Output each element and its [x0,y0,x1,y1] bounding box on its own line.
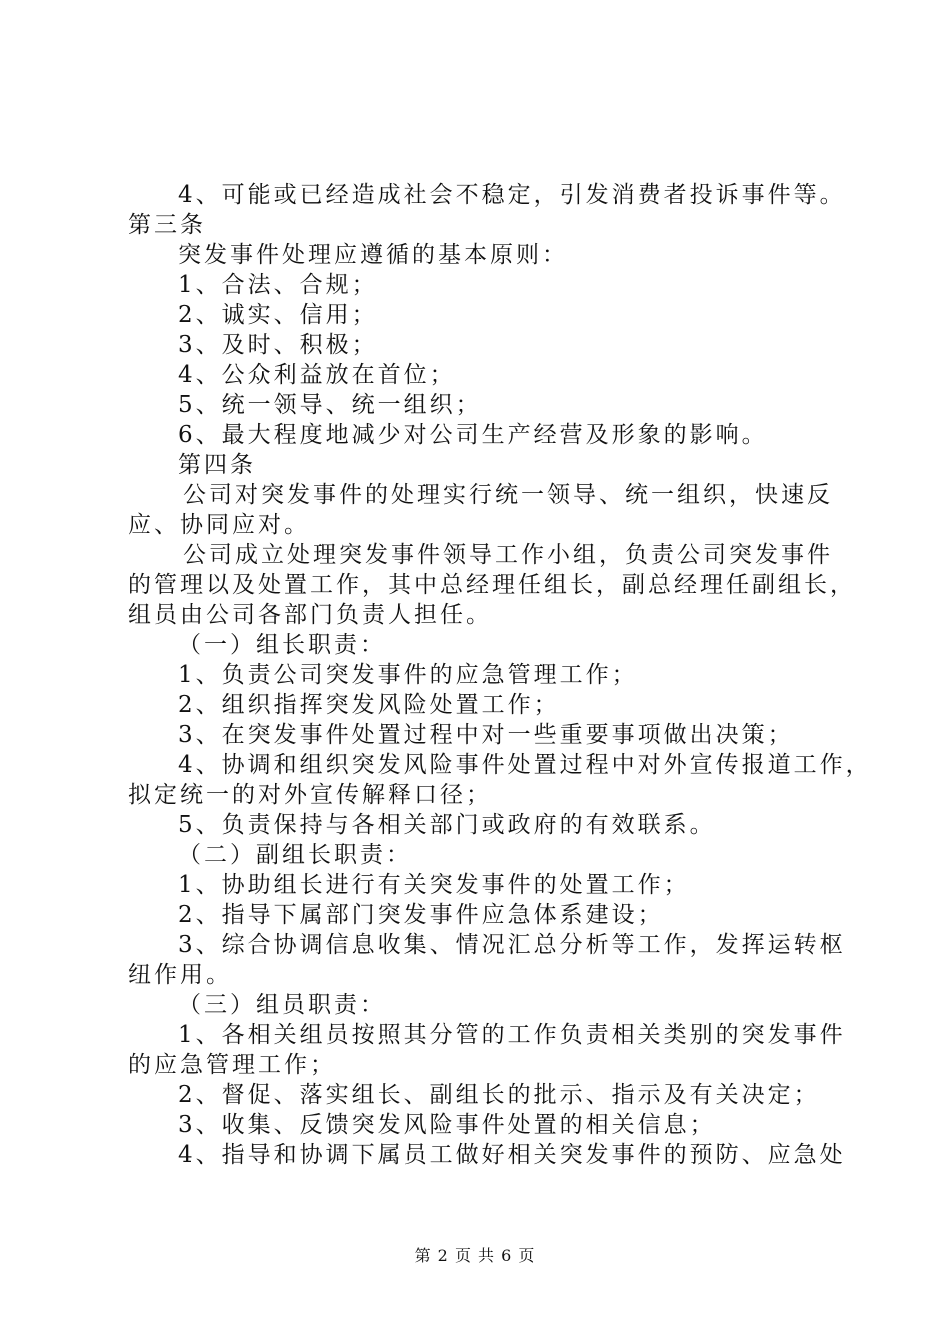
text-line: 1、合法、合规； [178,272,378,298]
text-line: 突发事件处理应遵循的基本原则： [178,242,568,268]
text-line: 1、各相关组员按照其分管的工作负责相关类别的突发事件 [178,1022,846,1048]
text-line: 公司对突发事件的处理实行统一领导、统一组织，快速反 [183,482,833,508]
text-line: 纽作用。 [128,962,232,988]
text-line: 5、统一领导、统一组织； [178,392,482,418]
text-line: 3、综合协调信息收集、情况汇总分析等工作，发挥运转枢 [178,932,846,958]
document-body [128,180,872,1170]
text-line: 4、协调和组织突发风险事件处置过程中对外宣传报道工作， [178,752,872,778]
text-line: 2、组织指挥突发风险处置工作； [178,692,560,718]
text-line: 5、负责保持与各相关部门或政府的有效联系。 [178,812,716,838]
text-line: 拟定统一的对外宣传解释口径； [128,782,492,808]
text-line: 3、及时、积极； [178,332,378,358]
text-line: 第三条 [128,212,206,238]
text-line: （一）组长职责： [178,632,386,658]
text-line: 1、负责公司突发事件的应急管理工作； [178,662,638,688]
text-line: 3、收集、反馈突发风险事件处置的相关信息； [178,1112,716,1138]
text-line: 1、协助组长进行有关突发事件的处置工作； [178,872,690,898]
text-line: 6、最大程度地减少对公司生产经营及形象的影响。 [178,422,768,448]
text-line: 2、诚实、信用； [178,302,378,328]
text-line: 的管理以及处置工作，其中总经理任组长，副总经理任副组长， [128,572,856,598]
text-line: 组员由公司各部门负责人担任。 [128,602,492,628]
text-line: （三）组员职责： [178,992,386,1018]
text-line: 应、协同应对。 [128,512,310,538]
text-line: 第四条 [178,452,256,478]
page-footer: 第 2 页 共 6 页 [414,1246,536,1265]
text-line: 的应急管理工作； [128,1052,336,1078]
text-line: 2、督促、落实组长、副组长的批示、指示及有关决定； [178,1082,820,1108]
text-line: 3、在突发事件处置过程中对一些重要事项做出决策； [178,722,794,748]
text-line: 2、指导下属部门突发事件应急体系建设； [178,902,664,928]
text-line: 4、指导和协调下属员工做好相关突发事件的预防、应急处 [178,1142,846,1168]
text-line: 4、公众利益放在首位； [178,362,456,388]
text-line: 4、可能或已经造成社会不稳定，引发消费者投诉事件等。 [178,182,846,208]
text-line: 公司成立处理突发事件领导工作小组，负责公司突发事件 [183,542,833,568]
text-line: （二）副组长职责： [178,842,412,868]
